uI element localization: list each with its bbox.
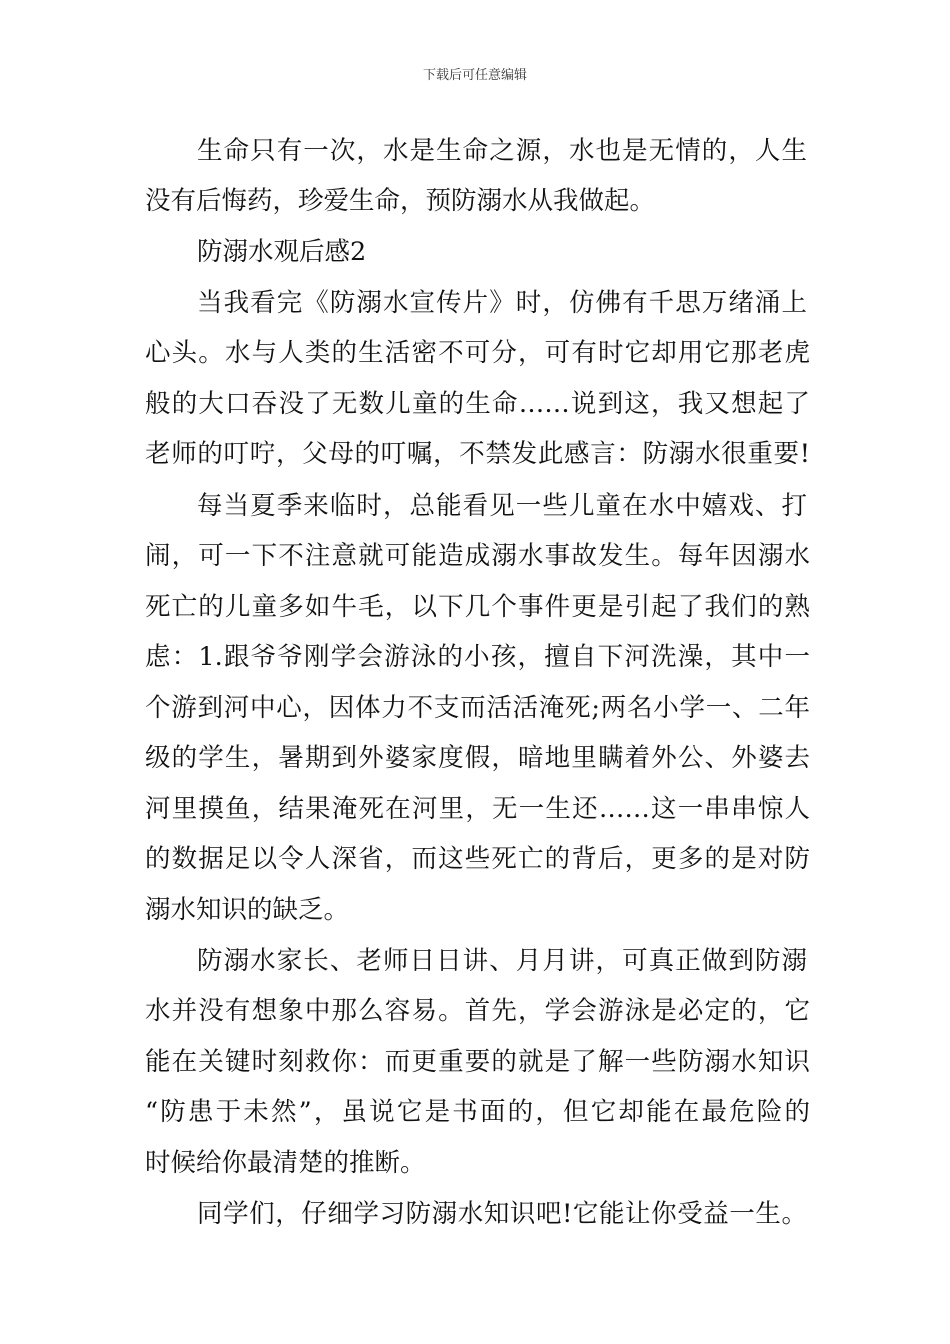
text-line: 防溺水家长、老师日日讲、月月讲，可真正做到防溺 <box>197 946 807 976</box>
text-line: 生命只有一次，水是生命之源，水也是无情的，人生 <box>197 136 807 166</box>
text-line: 死亡的儿童多如牛毛，以下几个事件更是引起了我们的熟 <box>145 592 810 622</box>
text-line: 没有后悔药，珍爱生命，预防溺水从我做起。 <box>145 186 656 216</box>
text-line: 同学们，仔细学习防溺水知识吧!它能让你受益一生。 <box>197 1199 807 1229</box>
text-line: 溺水知识的缺乏。 <box>145 895 350 925</box>
text-line: 般的大口吞没了无数儿童的生命……说到这，我又想起了 <box>145 389 810 419</box>
text-line: 河里摸鱼，结果淹死在河里，无一生还……这一串串惊人 <box>145 794 810 824</box>
text-line: 当我看完《防溺水宣传片》时，仿佛有千思万绪涌上 <box>197 288 807 318</box>
text-line: 级的学生，暑期到外婆家度假，暗地里瞒着外公、外婆去 <box>145 743 810 773</box>
text-line: 水并没有想象中那么容易。首先，学会游泳是必定的，它 <box>145 996 810 1026</box>
text-line: 闹，可一下不注意就可能造成溺水事故发生。每年因溺水 <box>145 541 810 571</box>
text-line: 每当夏季来临时，总能看见一些儿童在水中嬉戏、打 <box>197 491 807 521</box>
text-line: 的数据足以令人深省，而这些死亡的背后，更多的是对防 <box>145 844 810 874</box>
text-line: 时候给你最清楚的推断。 <box>145 1148 426 1178</box>
section-heading: 防溺水观后感2 <box>197 237 367 267</box>
text-line: 心头。水与人类的生活密不可分，可有时它却用它那老虎 <box>145 338 810 368</box>
text-line: 虑：1.跟爷爷刚学会游泳的小孩，擅自下河洗澡，其中一 <box>145 642 810 672</box>
text-line: 个游到河中心，因体力不支而活活淹死;两名小学一、二年 <box>145 693 810 723</box>
text-line: 能在关键时刻救你：而更重要的就是了解一些防溺水知识 <box>145 1047 810 1077</box>
page-header: 下载后可任意编辑 <box>422 68 527 83</box>
text-line: “防患于未然”，虽说它是书面的，但它却能在最危险的 <box>145 1097 810 1127</box>
text-line: 老师的叮咛，父母的叮嘱，不禁发此感言：防溺水很重要! <box>145 439 810 469</box>
